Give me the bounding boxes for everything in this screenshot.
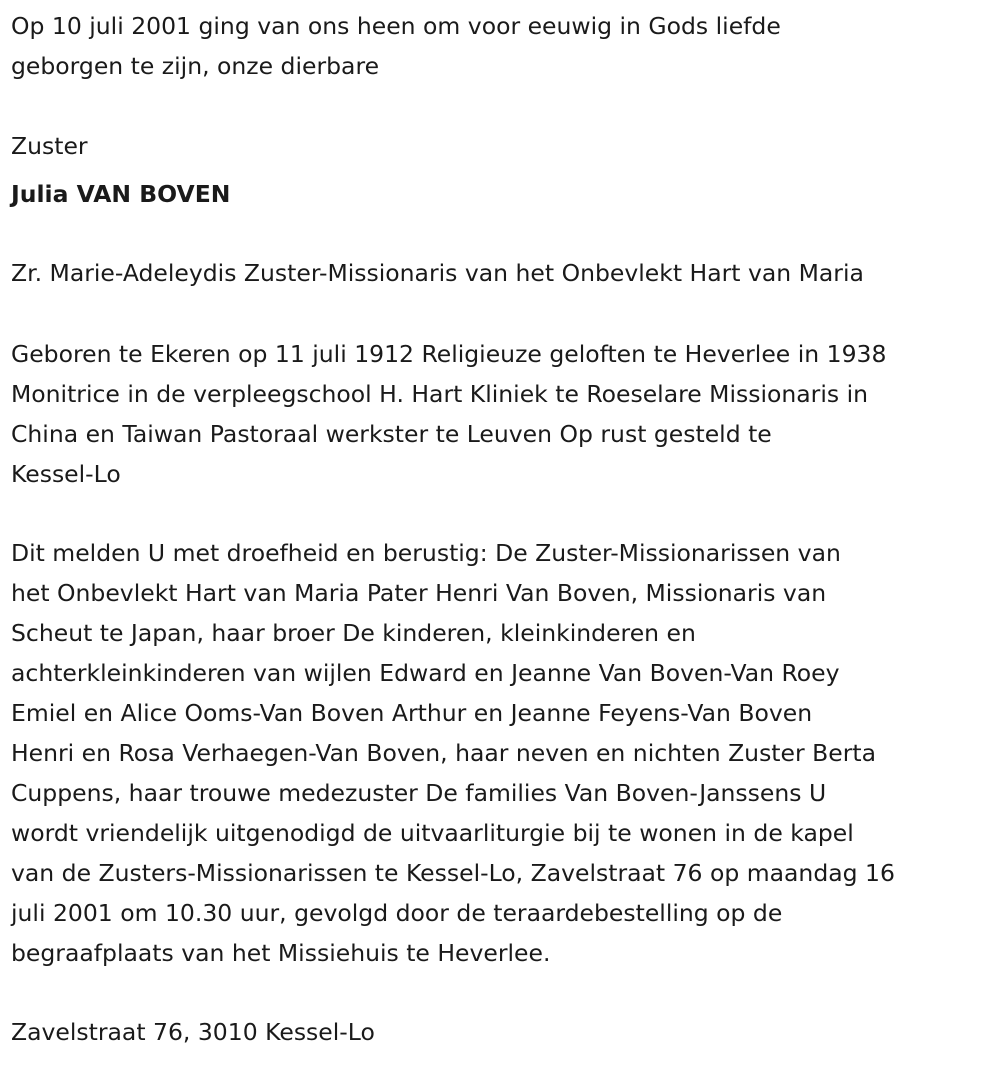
- announcement-paragraph: [11, 533, 895, 973]
- text-line: Geboren te Ekeren op 11 juli 1912 Religieuze geloften te Heverlee in 1938: [11, 340, 887, 368]
- text-line: Op 10 juli 2001 ging van ons heen om voor eeuwig in Gods liefde: [11, 12, 781, 40]
- text-line: Emiel en Alice Ooms-Van Boven Arthur en Jeanne Feyens-Van Boven: [11, 699, 813, 727]
- text-line: Scheut te Japan, haar broer De kinderen, kleinkinderen en: [11, 619, 696, 647]
- text-line: wordt vriendelijk uitgenodigd de uitvaarliturgie bij te wonen in de kapel: [11, 819, 854, 847]
- biography-paragraph: [11, 334, 886, 494]
- intro-paragraph: [11, 6, 781, 86]
- text-line: begraafplaats van het Missiehuis te Heverlee.: [11, 939, 551, 967]
- text-line: Dit melden U met droefheid en berustig: De Zuster-Missionarissen van: [11, 539, 841, 567]
- text-line: juli 2001 om 10.30 uur, gevolgd door de teraardebestelling op de: [11, 899, 783, 927]
- deceased-name: Julia VAN BOVEN: [11, 180, 231, 208]
- title-text: Zuster: [11, 132, 88, 160]
- text-line: Henri en Rosa Verhaegen-Van Boven, haar neven en nichten Zuster Berta: [11, 739, 876, 767]
- text-line: achterkleinkinderen van wijlen Edward en Jeanne Van Boven-Van Roey: [11, 659, 840, 687]
- text-line: Kessel-Lo: [11, 460, 121, 488]
- religious-name: Zr. Marie-Adeleydis Zuster-Missionaris van het Onbevlekt Hart van Maria: [11, 259, 864, 287]
- text-line: van de Zusters-Missionarissen te Kessel-Lo, Zavelstraat 76 op maandag 16: [11, 859, 895, 887]
- text-line: China en Taiwan Pastoraal werkster te Leuven Op rust gesteld te: [11, 420, 772, 448]
- text-line: Monitrice in de verpleegschool H. Hart Kliniek te Roeselare Missionaris in: [11, 380, 869, 408]
- address: Zavelstraat 76, 3010 Kessel-Lo: [11, 1018, 375, 1046]
- text-line: Cuppens, haar trouwe medezuster De families Van Boven-Janssens U: [11, 779, 827, 807]
- text-line: geborgen te zijn, onze dierbare: [11, 52, 380, 80]
- text-line: het Onbevlekt Hart van Maria Pater Henri Van Boven, Missionaris van: [11, 579, 827, 607]
